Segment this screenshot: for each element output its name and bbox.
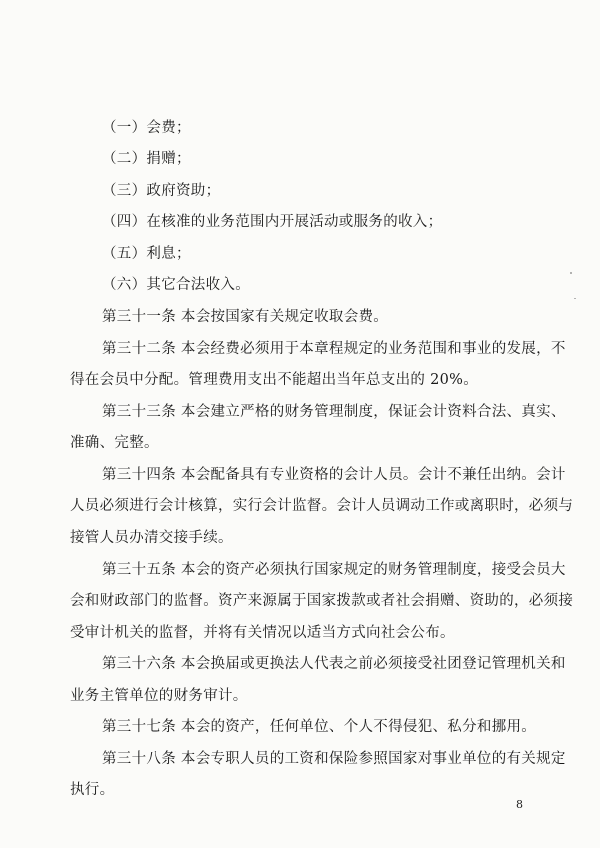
article-33-line-2: 准确、完整。: [70, 435, 159, 451]
article-32-line-2: 得在会员中分配。管理费用支出不能超出当年总支出的 20%。: [70, 372, 479, 388]
article-35-line-2: 会和财政部门的监督。资产来源属于国家拨款或者社会捐赠、资助的，必须接: [70, 593, 574, 609]
article-32-line-1: 第三十二条 本会经费必须用于本章程规定的业务范围和事业的发展，不: [102, 341, 566, 357]
article-38-line-1: 第三十八条 本会专职人员的工资和保险参照国家对事业单位的有关规定: [102, 751, 566, 767]
article-36-line-2: 业务主管单位的财务审计。: [70, 688, 248, 704]
article-33-line-1: 第三十三条 本会建立严格的财务管理制度，保证会计资料合法、真实、: [102, 404, 566, 420]
scan-speck: [570, 272, 572, 274]
list-item-5: （五）利息；: [102, 246, 191, 262]
scan-speck: [574, 298, 576, 299]
list-item-1: （一）会费；: [102, 120, 191, 136]
article-34-line-3: 接管人员办清交接手续。: [70, 530, 233, 546]
page-number: 8: [516, 798, 523, 811]
article-35-line-1: 第三十五条 本会的资产必须执行国家规定的财务管理制度，接受会员大: [102, 562, 566, 578]
article-34-line-2: 人员必须进行会计核算，实行会计监督。会计人员调动工作或离职时，必须与: [70, 498, 574, 514]
list-item-2: （二）捐赠；: [102, 151, 191, 167]
article-37-line-1: 第三十七条 本会的资产，任何单位、个人不得侵犯、私分和挪用。: [102, 719, 537, 735]
list-item-3: （三）政府资助；: [102, 183, 221, 199]
article-31-line-1: 第三十一条 本会按国家有关规定收取会费。: [102, 309, 389, 325]
article-36-line-1: 第三十六条 本会换届或更换法人代表之前必须接受社团登记管理机关和: [102, 656, 566, 672]
article-35-line-3: 受审计机关的监督，并将有关情况以适当方式向社会公布。: [70, 625, 455, 641]
list-item-6: （六）其它合法收入。: [102, 277, 250, 293]
article-38-line-2: 执行。: [70, 782, 115, 798]
article-34-line-1: 第三十四条 本会配备具有专业资格的会计人员。会计不兼任出纳。会计: [102, 467, 566, 483]
list-item-4: （四）在核准的业务范围内开展活动或服务的收入；: [102, 214, 443, 230]
